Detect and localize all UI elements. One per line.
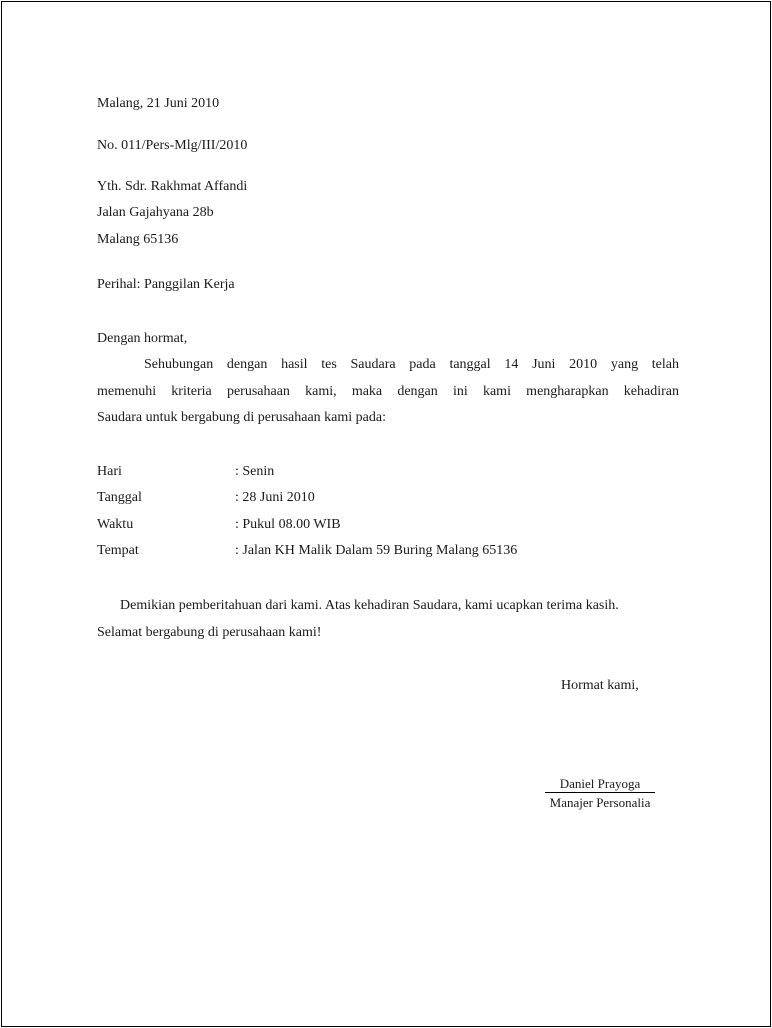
detail-label-time: Waktu (97, 517, 134, 532)
closing-line-1: Demikian pemberitahuan dari kami. Atas kehadiran Saudara, kami ucapkan terima kasih. (120, 598, 619, 613)
detail-label-place: Tempat (97, 543, 139, 558)
recipient-street: Jalan Gajahyana 28b (97, 205, 214, 220)
subject-line: Perihal: Panggilan Kerja (97, 277, 235, 292)
detail-label-day: Hari (97, 464, 122, 479)
letter-number: No. 011/Pers-Mlg/III/2010 (97, 138, 248, 153)
detail-value-place: : Jalan KH Malik Dalam 59 Buring Malang 65136 (235, 543, 518, 558)
body-paragraph-line-1: Sehubungan dengan hasil tes Saudara pada tanggal 14 Juni 2010 yang telah (144, 357, 679, 372)
place-date: Malang, 21 Juni 2010 (97, 96, 220, 111)
detail-value-date: : 28 Juni 2010 (235, 490, 315, 505)
recipient-name: Yth. Sdr. Rakhmat Affandi (97, 179, 248, 194)
closing-line-2: Selamat bergabung di perusahaan kami! (97, 625, 322, 640)
body-paragraph-line-2: memenuhi kriteria perusahaan kami, maka dengan ini kami mengharapkan kehadiran (97, 384, 679, 399)
regards: Hormat kami, (561, 678, 639, 693)
detail-label-date: Tanggal (97, 490, 142, 505)
signer-name: Daniel Prayoga (545, 775, 655, 793)
detail-value-time: : Pukul 08.00 WIB (235, 517, 341, 532)
detail-value-day: : Senin (235, 464, 275, 479)
recipient-city: Malang 65136 (97, 232, 179, 247)
salutation: Dengan hormat, (97, 331, 188, 346)
body-paragraph-line-3: Saudara untuk bergabung di perusahaan kami pada: (97, 410, 386, 425)
signer-title: Manajer Personalia (549, 795, 651, 810)
letter-page (1, 1, 771, 1027)
